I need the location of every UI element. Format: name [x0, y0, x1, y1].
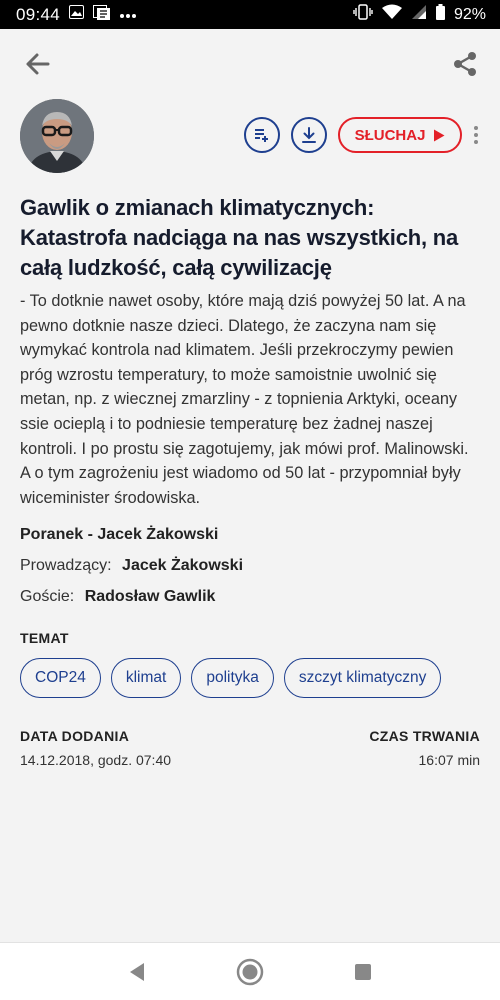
- image-icon: [69, 5, 84, 24]
- square-recents-icon: [354, 963, 372, 981]
- nav-back-button[interactable]: [117, 952, 157, 992]
- playlist-add-icon: [254, 128, 270, 142]
- guests-name: Radosław Gawlik: [84, 588, 216, 606]
- host-label: Prowadzący:: [20, 557, 112, 575]
- episode-header: [20, 99, 480, 179]
- arrow-back-icon: [24, 52, 50, 76]
- tag-chip[interactable]: polityka: [191, 658, 274, 698]
- share-icon: [452, 51, 478, 77]
- download-icon: [302, 127, 316, 143]
- status-time: 09:44: [16, 4, 61, 24]
- download-button[interactable]: [291, 117, 327, 153]
- page-title: Gawlik o zmianach klimatycznych: Katastrofa nadciąga na nas wszystkich, na całą ludzkość, całą cywilizację: [20, 195, 459, 280]
- listen-label: SŁUCHAJ: [354, 126, 426, 144]
- listen-button[interactable]: [338, 117, 462, 153]
- guests-line: [20, 588, 480, 606]
- episode-actions: [244, 117, 480, 153]
- nav-home-button[interactable]: [230, 952, 270, 992]
- tag-chip[interactable]: COP24: [20, 658, 101, 698]
- date-added-value: 14.12.2018, godz. 07:40: [20, 752, 172, 769]
- program-name: Poranek - Jacek Żakowski: [20, 526, 219, 544]
- battery-percent: 92%: [453, 5, 486, 23]
- vibrate-icon: [353, 4, 373, 25]
- host-line: [20, 557, 480, 575]
- tag-chip[interactable]: klimat: [111, 658, 181, 698]
- back-button[interactable]: [20, 47, 54, 81]
- episode-dates: [20, 728, 480, 768]
- more-vert-icon: [474, 126, 478, 130]
- top-app-bar: [0, 29, 500, 99]
- tag-chip[interactable]: szczyt klimatyczny: [284, 658, 441, 698]
- dictionary-icon: [93, 5, 110, 25]
- duration-label: CZAS TRWANIA: [369, 728, 480, 745]
- duration-value: 16:07 min: [418, 752, 480, 769]
- status-bar: [0, 0, 500, 29]
- episode-description: - To dotknie nawet osoby, które mają dziś powyżej 50 lat. A na pewno dotknie nasze dzieci. Dlatego, że zaczyna nam się wymykać kontrola nad klimatem. Jeśli przekroczymy pewien próg wzrostu temperatury, to może samoistnie uwolnić się metan, np. z wiecznej zmarzliny - z topnienia Arktyki, oceany ssie ocieplą i to podniesie temperaturę bez żadnej naszej kontroli. I po prostu się zagotujemy, jak mówi prof. Malinowski. A o tym zagrożeniu jest wiadomo od 50 lat - przypomniał były wiceminister środowiska.: [20, 292, 469, 507]
- more-options-button[interactable]: [472, 126, 480, 144]
- host-name: Jacek Żakowski: [122, 557, 244, 575]
- nav-recents-button[interactable]: [343, 952, 383, 992]
- circle-home-icon: [236, 958, 264, 986]
- system-nav-bar: [0, 942, 500, 1000]
- wifi-icon: [382, 4, 402, 25]
- episode-content: [0, 193, 500, 768]
- dots-icon: [119, 6, 137, 24]
- avatar: [20, 99, 94, 173]
- add-to-playlist-button[interactable]: [244, 117, 280, 153]
- battery-icon: [436, 4, 445, 25]
- share-button[interactable]: [448, 47, 482, 81]
- play-icon: [433, 129, 445, 142]
- guests-label: Goście:: [20, 588, 75, 606]
- topic-tags: [20, 658, 480, 698]
- triangle-back-icon: [128, 962, 146, 982]
- topics-label: TEMAT: [20, 630, 69, 647]
- date-added-label: DATA DODANIA: [20, 728, 130, 745]
- person-photo-icon: [20, 99, 94, 173]
- signal-icon: [411, 4, 427, 25]
